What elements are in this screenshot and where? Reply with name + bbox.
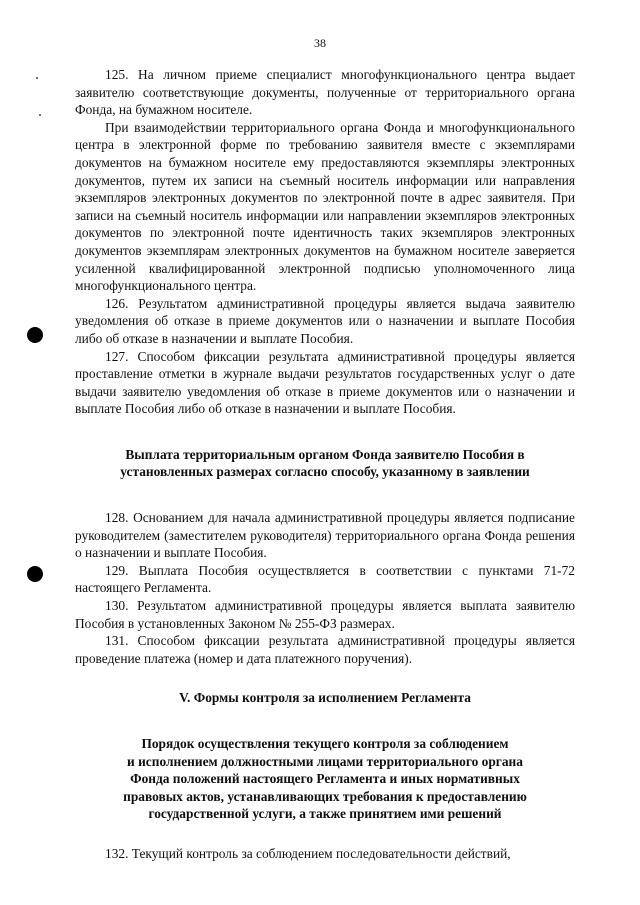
paragraph: 126. Результатом административной процедуры является выдача заявителю уведомления об отказе в приеме документов или о назначении и выплате Пособия либо об отказе в назначении и выплате Пособия. [75, 295, 575, 346]
punch-hole-bottom [27, 566, 43, 582]
section-heading [75, 735, 575, 823]
punch-hole-top [27, 327, 43, 343]
paragraph: 127. Способом фиксации результата административной процедуры является проставление отметки в журнале выдачи результатов государственных услуг о дате выдачи заявителю уведомления об отказе в приеме документов или о назначении и выплате Пособия либо об отказе в назначении и выплате Пособия. [75, 348, 575, 417]
heading-line: правовых актов, устанавливающих требования к предоставлению [123, 788, 527, 804]
scan-mark [36, 77, 38, 79]
spacer [75, 481, 575, 509]
scan-mark [39, 114, 41, 116]
heading-line: Фонда положений настоящего Регламента и иных нормативных [130, 771, 520, 787]
heading-line: Порядок осуществления текущего контроля за соблюдением [141, 736, 509, 751]
heading-line: установленных размерах согласно способу, указанному в заявлении [120, 464, 530, 480]
heading-line: Выплата территориальным органом Фонда заявителю Пособия в [125, 446, 525, 462]
section-heading [75, 689, 575, 707]
spacer [75, 823, 575, 845]
heading-line: и исполнением должностными лицами территориального органа [127, 753, 523, 769]
paragraph: 131. Способом фиксации результата административной процедуры является проведение платежа (номер и дата платежного поручения). [75, 633, 575, 666]
document-body [75, 66, 575, 863]
paragraph: 129. Выплата Пособия осуществляется в соответствии с пунктами 71-72 настоящего Регламента. [75, 562, 575, 596]
spacer [75, 707, 575, 735]
heading-line: государственной услуги, а также принятием ими решений [148, 806, 502, 822]
paragraph: При взаимодействии территориального органа Фонда и многофункционального центра в электронной форме по требованию заявителя вместе с экземплярами документов на бумажном носителе ему предоставляются экземпляры электронных документов, путем их записи на съемный носитель информации или направления экземпляров электронных документов по электронной почте в адрес заявителя. При записи на съемный носитель информации или направлении экземпляров электронных документов по электронной почте идентичность таких экземпляров электронных документов экземплярам электронных документов на бумажном носителе заверяется усиленной квалифицированной электронной подписью уполномоченного лица многофункционального центра. [75, 119, 575, 294]
heading-line: V. Формы контроля за исполнением Регламента [179, 690, 471, 706]
paragraph: 132. Текущий контроль за соблюдением последовательности действий, [105, 845, 511, 861]
section-heading [75, 446, 575, 481]
paragraph: 130. Результатом административной процедуры является выплата заявителю Пособия в установленных Законом № 255-ФЗ размерах. [75, 598, 575, 631]
paragraph: 125. На личном приеме специалист многофункционального центра выдает заявителю соответствующие документы, полученные от территориального органа Фонда, на бумажном носителе. [75, 67, 575, 118]
spacer [75, 667, 575, 689]
paragraph: 128. Основанием для начала административной процедуры является подписание руководителем (заместителем руководителя) территориального органа Фонда решения о назначении и выплате Пособия. [75, 510, 575, 561]
page-number: 38 [314, 36, 326, 50]
spacer [75, 418, 575, 446]
